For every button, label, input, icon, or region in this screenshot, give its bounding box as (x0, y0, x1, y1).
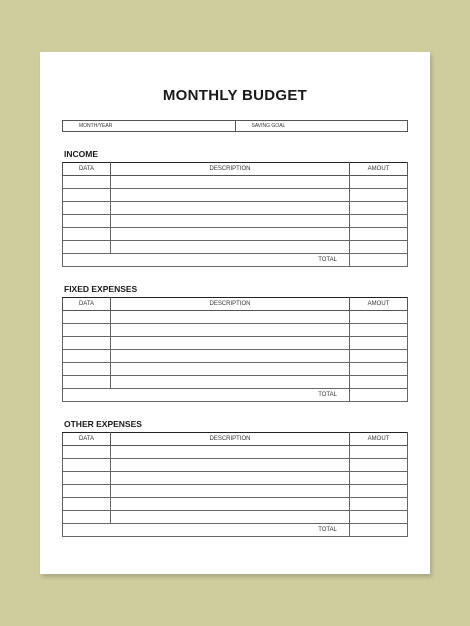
description-cell[interactable] (111, 215, 350, 228)
col-header-description: DESCRIPTION (111, 433, 350, 446)
table-row (63, 324, 408, 337)
amount-cell[interactable] (350, 176, 408, 189)
table-row (63, 472, 408, 485)
amount-cell[interactable] (350, 228, 408, 241)
table-row (63, 202, 408, 215)
total-row (63, 254, 408, 267)
amount-cell[interactable] (350, 363, 408, 376)
description-cell[interactable] (111, 189, 350, 202)
table-row (63, 311, 408, 324)
section-title-fixed-expenses: FIXED EXPENSES (64, 284, 138, 294)
table-row (63, 363, 408, 376)
description-cell[interactable] (111, 498, 350, 511)
budget-sheet (40, 52, 430, 574)
amount-cell[interactable] (350, 376, 408, 389)
income-table (62, 162, 408, 267)
amount-cell[interactable] (350, 498, 408, 511)
table-row (63, 511, 408, 524)
saving-goal-field[interactable]: SAVING GOAL (235, 121, 408, 131)
fixed-expenses-table (62, 297, 408, 402)
amount-cell[interactable] (350, 472, 408, 485)
data-cell[interactable] (63, 228, 111, 241)
description-cell[interactable] (111, 511, 350, 524)
amount-cell[interactable] (350, 446, 408, 459)
total-amount-cell[interactable] (350, 524, 408, 537)
description-cell[interactable] (111, 311, 350, 324)
description-cell[interactable] (111, 228, 350, 241)
col-header-data: DATA (63, 298, 111, 311)
col-header-amount: AMOUT (350, 298, 408, 311)
data-cell[interactable] (63, 511, 111, 524)
data-cell[interactable] (63, 337, 111, 350)
data-cell[interactable] (63, 472, 111, 485)
total-row (63, 524, 408, 537)
amount-cell[interactable] (350, 337, 408, 350)
description-cell[interactable] (111, 324, 350, 337)
description-cell[interactable] (111, 202, 350, 215)
data-cell[interactable] (63, 241, 111, 254)
description-cell[interactable] (111, 459, 350, 472)
amount-cell[interactable] (350, 485, 408, 498)
data-cell[interactable] (63, 311, 111, 324)
page-title: MONTHLY BUDGET (162, 87, 308, 104)
col-header-amount: AMOUT (350, 163, 408, 176)
total-amount-cell[interactable] (350, 389, 408, 402)
total-label: TOTAL (63, 389, 350, 402)
amount-cell[interactable] (350, 215, 408, 228)
amount-cell[interactable] (350, 241, 408, 254)
total-row (63, 389, 408, 402)
col-header-data: DATA (63, 433, 111, 446)
description-cell[interactable] (111, 176, 350, 189)
table-row (63, 215, 408, 228)
data-cell[interactable] (63, 459, 111, 472)
table-row (63, 498, 408, 511)
table-header-row (63, 433, 408, 446)
table-header-row (63, 298, 408, 311)
data-cell[interactable] (63, 215, 111, 228)
table-row (63, 376, 408, 389)
description-cell[interactable] (111, 350, 350, 363)
description-cell[interactable] (111, 241, 350, 254)
table-row (63, 176, 408, 189)
table-row (63, 189, 408, 202)
data-cell[interactable] (63, 350, 111, 363)
description-cell[interactable] (111, 337, 350, 350)
data-cell[interactable] (63, 363, 111, 376)
data-cell[interactable] (63, 376, 111, 389)
amount-cell[interactable] (350, 189, 408, 202)
data-cell[interactable] (63, 324, 111, 337)
amount-cell[interactable] (350, 459, 408, 472)
amount-cell[interactable] (350, 324, 408, 337)
table-row (63, 485, 408, 498)
data-cell[interactable] (63, 176, 111, 189)
month-year-field[interactable]: MONTH/YEAR (79, 123, 113, 129)
description-cell[interactable] (111, 485, 350, 498)
data-cell[interactable] (63, 202, 111, 215)
table-header-row (63, 163, 408, 176)
description-cell[interactable] (111, 376, 350, 389)
data-cell[interactable] (63, 485, 111, 498)
data-cell[interactable] (63, 498, 111, 511)
section-title-other-expenses: OTHER EXPENSES (64, 419, 142, 429)
data-cell[interactable] (63, 189, 111, 202)
meta-row (62, 120, 408, 132)
table-row (63, 228, 408, 241)
table-row (63, 241, 408, 254)
table-row (63, 350, 408, 363)
col-header-description: DESCRIPTION (111, 298, 350, 311)
col-header-data: DATA (63, 163, 111, 176)
col-header-description: DESCRIPTION (111, 163, 350, 176)
table-row (63, 337, 408, 350)
amount-cell[interactable] (350, 311, 408, 324)
amount-cell[interactable] (350, 511, 408, 524)
description-cell[interactable] (111, 446, 350, 459)
description-cell[interactable] (111, 363, 350, 376)
total-label: TOTAL (63, 524, 350, 537)
table-row (63, 446, 408, 459)
section-title-income: INCOME (64, 149, 98, 159)
data-cell[interactable] (63, 446, 111, 459)
description-cell[interactable] (111, 472, 350, 485)
amount-cell[interactable] (350, 202, 408, 215)
table-row (63, 459, 408, 472)
amount-cell[interactable] (350, 350, 408, 363)
total-amount-cell[interactable] (350, 254, 408, 267)
total-label: TOTAL (63, 254, 350, 267)
col-header-amount: AMOUT (350, 433, 408, 446)
other-expenses-table (62, 432, 408, 537)
